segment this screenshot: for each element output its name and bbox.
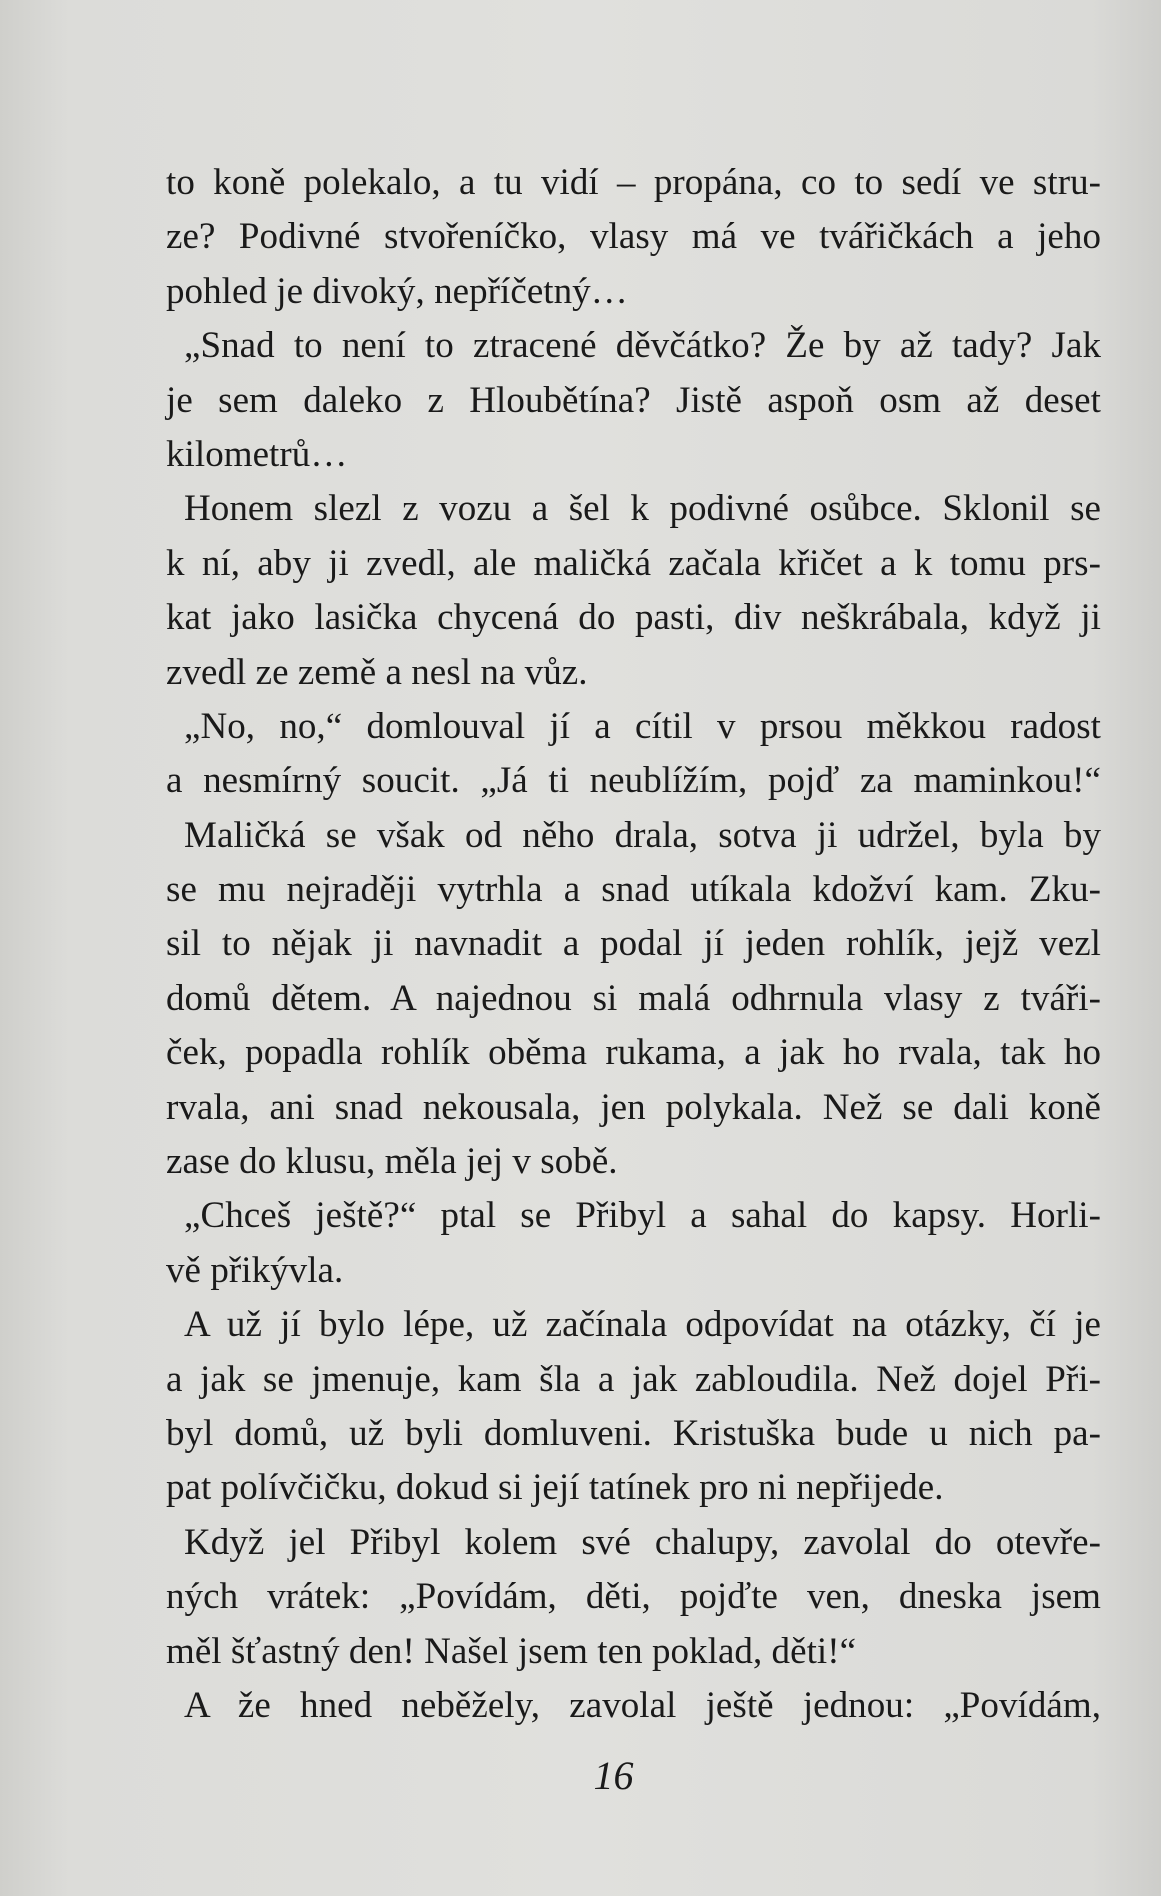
text-line: vě přikývla. — [166, 1249, 344, 1291]
text-line: domů dětem. A najednou si malá odhrnula vlasy z tváři- — [166, 977, 1101, 1019]
text-line: k ní, aby ji zvedl, ale maličká začala křičet a k tomu prs- — [166, 542, 1101, 584]
text-line: sil to nějak ji navnadit a podal jí jeden rohlík, jejž vezl — [166, 923, 1101, 965]
text-line: „Chceš ještě?“ ptal se Přibyl a sahal do kapsy. Horli- — [184, 1195, 1101, 1237]
text-line: a jak se jmenuje, kam šla a jak zabloudila. Než dojel Při- — [166, 1358, 1101, 1400]
text-line: A že hned neběžely, zavolal ještě jednou: „Povídám, — [184, 1684, 1101, 1726]
text-line: Maličká se však od něho drala, sotva ji udržel, byla by — [184, 814, 1101, 856]
text-line: ček, popadla rohlík oběma rukama, a jak ho rvala, tak ho — [166, 1032, 1101, 1074]
text-line: pat polívčičku, dokud si její tatínek pro ni nepřijede. — [166, 1467, 944, 1509]
page-number: 16 — [593, 1753, 634, 1798]
text-line: rvala, ani snad nekousala, jen polykala. Než se dali koně — [166, 1086, 1101, 1128]
text-line: je sem daleko z Hloubětína? Jistě aspoň osm až deset — [166, 379, 1101, 421]
text-line: A už jí bylo lépe, už začínala odpovídat na otázky, čí je — [184, 1304, 1101, 1346]
text-line: pohled je divoký, nepříčetný… — [166, 270, 628, 312]
text-line: zvedl ze země a nesl na vůz. — [166, 651, 588, 693]
text-line: „No, no,“ domlouval jí a cítil v prsou měkkou radost — [184, 705, 1101, 747]
text-line: to koně polekalo, a tu vidí – propána, co to sedí ve stru- — [166, 162, 1101, 203]
text-line: se mu nejraději vytrhla a snad utíkala kdožví kam. Zku- — [166, 869, 1101, 911]
text-line: zase do klusu, měla jej v sobě. — [166, 1141, 618, 1183]
text-line: měl šťastný den! Našel jsem ten poklad, děti!“ — [166, 1630, 857, 1672]
text-line: „Snad to není to ztracené děvčátko? Že by až tady? Jak — [184, 325, 1101, 367]
text-line: kilometrů… — [166, 433, 348, 475]
text-line: Když jel Přibyl kolem své chalupy, zavolal do otevře- — [184, 1521, 1101, 1563]
text-line: ze? Podivné stvořeníčko, vlasy má ve tvářičkách a jeho — [166, 216, 1101, 258]
text-line: a nesmírný soucit. „Já ti neublížím, pojď za maminkou!“ — [166, 760, 1101, 802]
text-line: Honem slezl z vozu a šel k podivné osůbce. Sklonil se — [184, 488, 1101, 530]
body-text — [166, 156, 1101, 1733]
text-line: ných vrátek: „Povídám, děti, pojďte ven, dneska jsem — [166, 1576, 1101, 1618]
text-line: kat jako lasička chycená do pasti, div neškrábala, když ji — [166, 597, 1101, 639]
text-line: byl domů, už byli domluveni. Kristuška bude u nich pa- — [166, 1412, 1101, 1454]
